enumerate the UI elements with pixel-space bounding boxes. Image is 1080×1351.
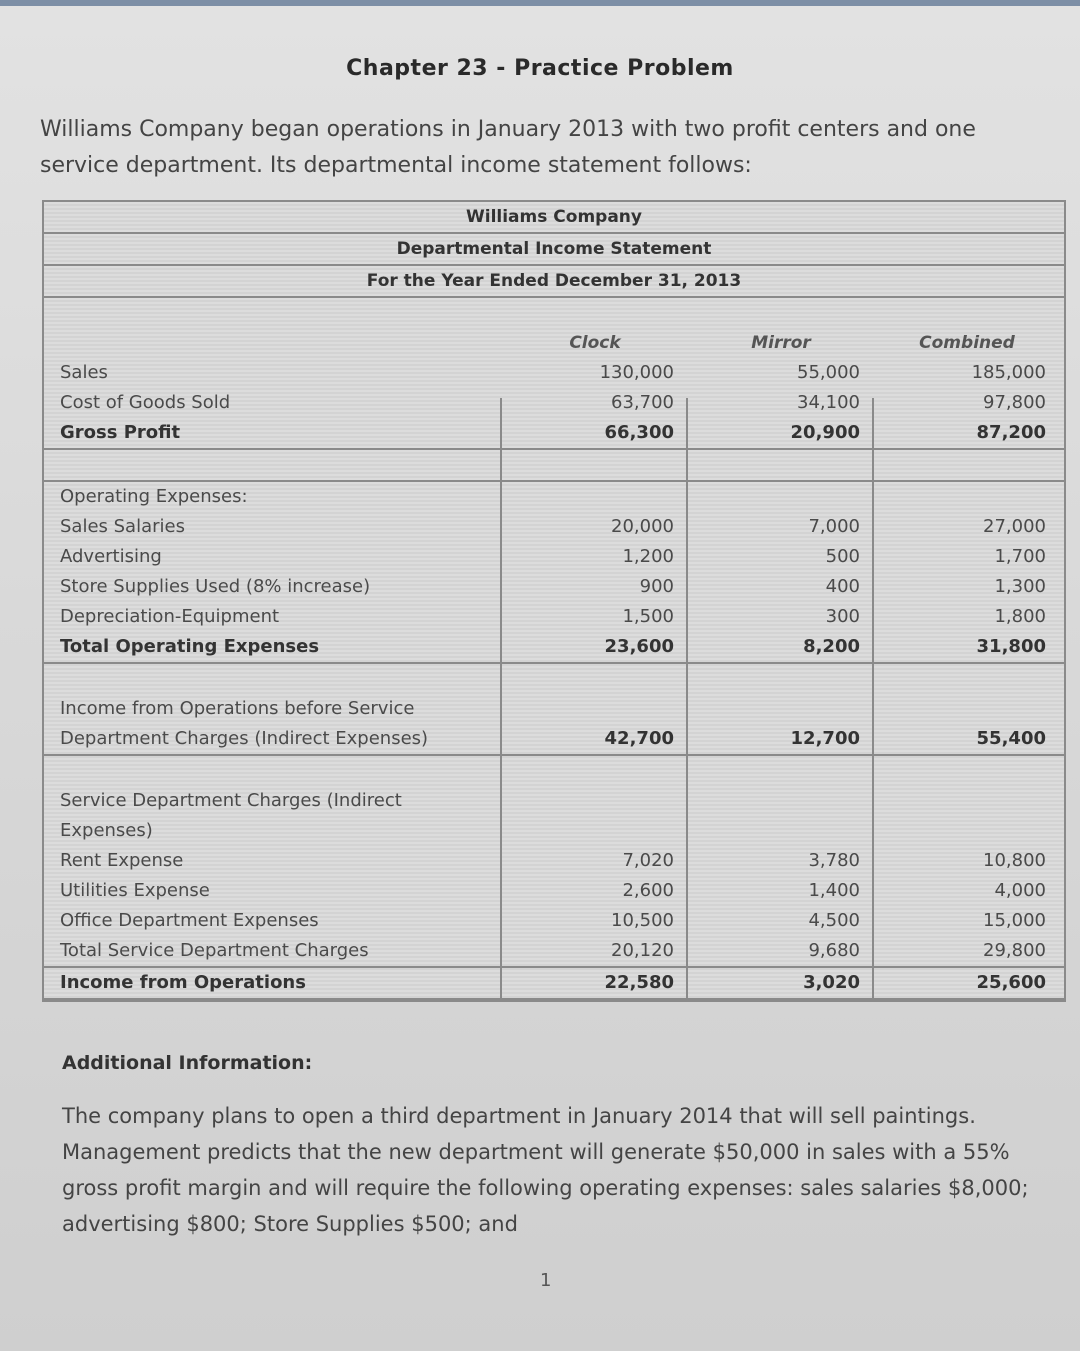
- value-clock: 20,000: [611, 516, 674, 537]
- value-combined: 29,800: [983, 940, 1046, 961]
- table-row-sales-salaries: [44, 512, 1064, 542]
- value-combined: 97,800: [983, 392, 1046, 413]
- table-row-advertising: [44, 542, 1064, 572]
- value-mirror: 34,100: [797, 392, 860, 413]
- value-mirror: 4,500: [808, 910, 860, 931]
- value-combined: 10,800: [983, 850, 1046, 871]
- value-clock: 22,580: [604, 972, 674, 993]
- row-label: Store Supplies Used (8% increase): [60, 576, 371, 597]
- row-label: Total Service Department Charges: [60, 940, 369, 961]
- page-number: 1: [540, 1270, 552, 1291]
- value-mirror: 400: [825, 576, 860, 597]
- spacer-row: [44, 664, 1064, 694]
- additional-info-heading: Additional Information:: [62, 1052, 313, 1074]
- value-mirror: 3,780: [808, 850, 860, 871]
- row-label: Office Department Expenses: [60, 910, 319, 931]
- value-clock: 7,020: [622, 850, 674, 871]
- value-mirror: 55,000: [797, 362, 860, 383]
- value-clock: 23,600: [604, 636, 674, 657]
- row-label: Sales: [60, 362, 108, 383]
- row-label: Cost of Goods Sold: [60, 392, 231, 413]
- value-mirror: 500: [825, 546, 860, 567]
- value-clock: 63,700: [611, 392, 674, 413]
- row-label: Service Department Charges (Indirect: [60, 790, 402, 811]
- income-statement-table: [42, 200, 1066, 1002]
- table-row-income-before: [44, 724, 1064, 756]
- row-label: Utilities Expense: [60, 880, 210, 901]
- column-header-clock: Clock: [569, 333, 621, 353]
- value-combined: 1,700: [994, 546, 1046, 567]
- statement-period: For the Year Ended December 31, 2013: [44, 266, 1064, 298]
- value-combined: 1,800: [994, 606, 1046, 627]
- row-label: Expenses): [60, 820, 153, 841]
- value-clock: 20,120: [611, 940, 674, 961]
- table-row-service-header-line2: [44, 816, 1064, 846]
- value-mirror: 1,400: [808, 880, 860, 901]
- value-combined: 4,000: [994, 880, 1046, 901]
- value-combined: 31,800: [976, 636, 1046, 657]
- value-clock: 1,500: [622, 606, 674, 627]
- table-row-sales: [44, 358, 1064, 388]
- table-row-opex-header: [44, 482, 1064, 512]
- statement-company: Williams Company: [44, 202, 1064, 234]
- table-row-office: [44, 906, 1064, 936]
- table-row-total-opex: [44, 632, 1064, 664]
- additional-info-paragraph: The company plans to open a third department in January 2014 that will sell paintings. Management predicts that the new department will generate $50,000 in sales with a 55% gross profit margin and will require the following operating expenses: sales salaries $8,000; advertising $800; Store Supplies $500; and: [62, 1104, 1029, 1236]
- table-row-total-service: [44, 936, 1064, 968]
- value-clock: 900: [639, 576, 674, 597]
- value-mirror: 9,680: [808, 940, 860, 961]
- table-row-service-header-line1: [44, 786, 1064, 816]
- row-label: Operating Expenses:: [60, 486, 248, 507]
- value-clock: 130,000: [599, 362, 674, 383]
- value-combined: 87,200: [976, 422, 1046, 443]
- value-combined: 1,300: [994, 576, 1046, 597]
- spacer-row: [44, 450, 1064, 482]
- value-mirror: 7,000: [808, 516, 860, 537]
- value-clock: 10,500: [611, 910, 674, 931]
- row-label: Advertising: [60, 546, 162, 567]
- row-label: Depreciation-Equipment: [60, 606, 280, 627]
- statement-name: Departmental Income Statement: [44, 234, 1064, 266]
- table-row-store-supplies: [44, 572, 1064, 602]
- page-top-edge: [0, 0, 1080, 6]
- page-title: Chapter 23 - Practice Problem: [346, 56, 734, 81]
- value-clock: 1,200: [622, 546, 674, 567]
- row-label: Sales Salaries: [60, 516, 185, 537]
- row-label: Total Operating Expenses: [60, 636, 320, 657]
- row-label: Gross Profit: [60, 422, 181, 443]
- table-row-income-before-line1: [44, 694, 1064, 724]
- table-row-utilities: [44, 876, 1064, 906]
- value-clock: 66,300: [604, 422, 674, 443]
- value-combined: 25,600: [976, 972, 1046, 993]
- table-row-income-ops: [44, 968, 1064, 1000]
- value-mirror: 8,200: [803, 636, 860, 657]
- table-row-depreciation: [44, 602, 1064, 632]
- row-label: Income from Operations before Service: [60, 698, 415, 719]
- spacer-row: [44, 756, 1064, 786]
- value-combined: 185,000: [971, 362, 1046, 383]
- value-mirror: 20,900: [790, 422, 860, 443]
- column-header-row: [44, 328, 1064, 358]
- table-row-gross-profit: [44, 418, 1064, 450]
- spacer-row: [44, 298, 1064, 328]
- row-label: Rent Expense: [60, 850, 184, 871]
- column-header-combined: Combined: [919, 333, 1015, 353]
- column-header-mirror: Mirror: [751, 333, 811, 353]
- value-combined: 27,000: [983, 516, 1046, 537]
- table-row-rent: [44, 846, 1064, 876]
- table-row-cogs: [44, 388, 1064, 418]
- value-mirror: 3,020: [803, 972, 860, 993]
- row-label: Department Charges (Indirect Expenses): [60, 728, 429, 749]
- value-mirror: 12,700: [790, 728, 860, 749]
- value-clock: 2,600: [622, 880, 674, 901]
- intro-paragraph: Williams Company began operations in January 2013 with two profit centers and one service department. Its departmental income statement follows:: [40, 117, 976, 178]
- value-mirror: 300: [825, 606, 860, 627]
- value-combined: 15,000: [983, 910, 1046, 931]
- value-clock: 42,700: [604, 728, 674, 749]
- row-label: Income from Operations: [60, 972, 306, 993]
- value-combined: 55,400: [976, 728, 1046, 749]
- statement-grid: [44, 298, 1064, 1000]
